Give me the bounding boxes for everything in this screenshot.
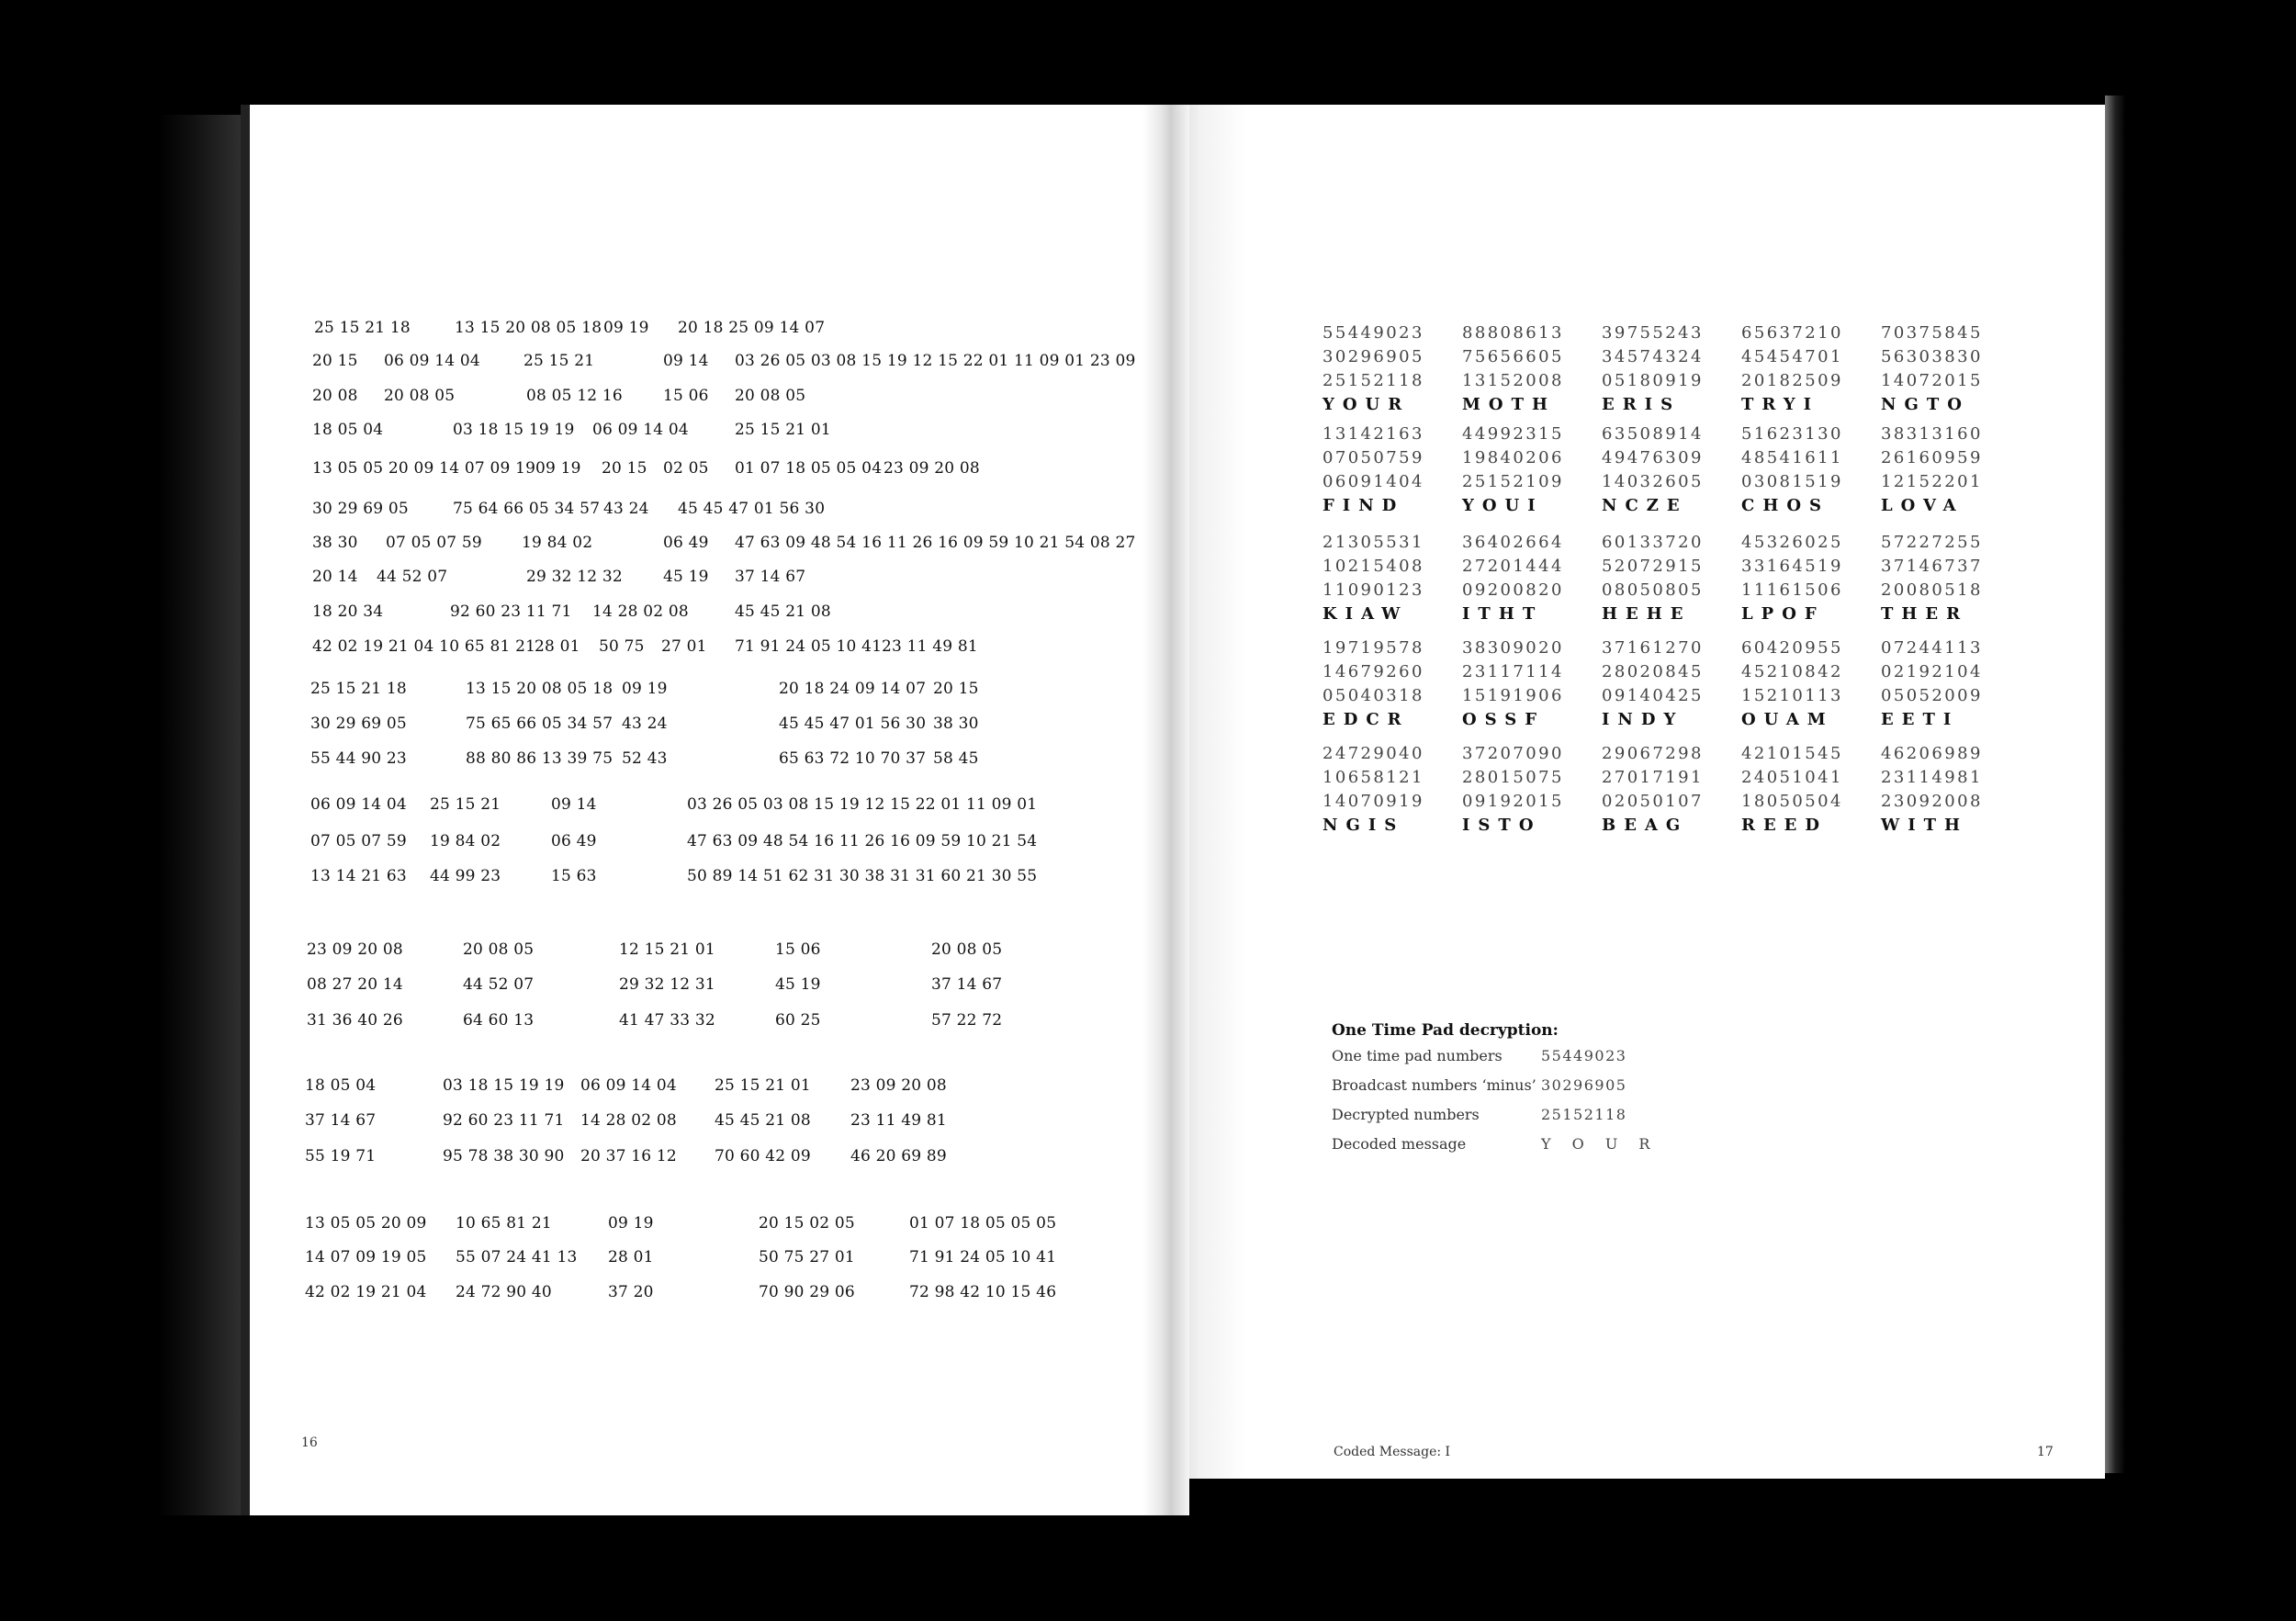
grid-cell — [1322, 531, 1424, 626]
code-group: 03 18 15 19 19 — [443, 1076, 565, 1095]
code-group: 71 91 24 05 10 41 — [735, 637, 883, 656]
decoded-letters: NGIS — [1322, 816, 1405, 835]
code-group: 24 72 90 40 — [456, 1283, 552, 1301]
grid-cell — [1322, 321, 1424, 417]
code-group: 38 30 — [312, 534, 358, 552]
pad-number: 19840206 — [1462, 448, 1564, 467]
pad-number: 38309020 — [1462, 638, 1564, 658]
grid-cell — [1462, 422, 1564, 518]
code-group: 06 09 14 04 — [384, 352, 480, 370]
pad-number: 10658121 — [1322, 768, 1424, 787]
code-group: 06 09 14 04 — [310, 795, 407, 814]
code-group: 20 15 02 05 — [759, 1214, 855, 1233]
decoded-letters: ERIS — [1602, 395, 1682, 414]
code-group: 23 09 20 08 — [850, 1076, 947, 1095]
code-group: 09 19 — [608, 1214, 654, 1233]
code-group: 20 15 — [602, 459, 647, 478]
code-group: 10 65 81 21 — [456, 1214, 552, 1233]
code-group: 55 19 71 — [305, 1147, 377, 1165]
code-group: 18 05 04 — [305, 1076, 377, 1095]
pad-number: 75656605 — [1462, 347, 1564, 366]
grid-cell — [1462, 531, 1564, 626]
code-group: 37 14 67 — [931, 975, 1003, 994]
code-group: 23 11 49 81 — [882, 637, 978, 656]
pad-number: 33164519 — [1741, 557, 1843, 576]
pad-number: 29067298 — [1602, 744, 1704, 763]
pad-number: 39755243 — [1602, 323, 1704, 343]
code-group: 44 52 07 — [377, 568, 448, 586]
pad-number: 05040318 — [1322, 686, 1424, 705]
pad-number: 10215408 — [1322, 557, 1424, 576]
decoded-letters: CHOS — [1741, 496, 1830, 515]
pad-number: 44992315 — [1462, 424, 1564, 444]
pad-number: 37207090 — [1462, 744, 1564, 763]
pad-number: 03081519 — [1741, 472, 1843, 491]
code-group: 44 99 23 — [430, 867, 501, 885]
code-group: 15 06 — [663, 387, 709, 405]
grid-cell — [1881, 531, 1983, 626]
right-page-edge — [2105, 96, 2125, 1473]
pad-number: 25152109 — [1462, 472, 1564, 491]
pad-number: 09200820 — [1462, 580, 1564, 600]
code-group: 45 45 47 01 56 30 — [678, 500, 826, 518]
code-group: 57 22 72 — [931, 1011, 1003, 1030]
code-group: 09 19 — [622, 680, 668, 698]
pad-number: 88808613 — [1462, 323, 1564, 343]
pad-number: 65637210 — [1741, 323, 1843, 343]
grid-cell — [1741, 531, 1843, 626]
left-page-edge — [158, 115, 246, 1515]
pad-number: 07244113 — [1881, 638, 1983, 658]
pad-number: 30296905 — [1322, 347, 1424, 366]
decoded-letters: LOVA — [1881, 496, 1964, 515]
pad-number: 45326025 — [1741, 533, 1843, 552]
otp-row — [1332, 1047, 1627, 1076]
code-group: 02 05 — [663, 459, 709, 478]
decoded-letters: OSSF — [1462, 710, 1546, 729]
pad-number: 56303830 — [1881, 347, 1983, 366]
otp-value: 55449023 — [1541, 1047, 1627, 1064]
code-group: 01 07 18 05 05 04 — [735, 459, 883, 478]
pad-number: 05180919 — [1602, 371, 1704, 390]
decoded-letters: HEHE — [1602, 604, 1692, 624]
code-group: 07 05 07 59 — [386, 534, 482, 552]
pad-number: 37161270 — [1602, 638, 1704, 658]
decoded-letters: NCZE — [1602, 496, 1688, 515]
code-group: 25 15 21 18 — [310, 680, 407, 698]
code-group: 44 52 07 — [463, 975, 535, 994]
grid-cell — [1881, 422, 1983, 518]
code-group: 30 29 69 05 — [310, 715, 407, 733]
code-group: 45 19 — [775, 975, 821, 994]
code-group: 29 32 12 31 — [619, 975, 715, 994]
pad-number: 07050759 — [1322, 448, 1424, 467]
grid-cell — [1602, 531, 1704, 626]
code-group: 13 05 05 20 09 14 07 09 19 — [312, 459, 536, 478]
pad-number: 60133720 — [1602, 533, 1704, 552]
code-group: 01 07 18 05 05 05 — [909, 1214, 1057, 1233]
otp-title: One Time Pad decryption: — [1332, 1021, 1559, 1040]
decoded-letters: ISTO — [1462, 816, 1542, 835]
code-group: 20 08 — [312, 387, 358, 405]
grid-cell — [1741, 636, 1843, 732]
otp-value: 25152118 — [1541, 1106, 1627, 1123]
grid-cell — [1322, 636, 1424, 732]
code-group: 47 63 09 48 54 16 11 26 16 09 59 10 21 54 08 27 — [735, 534, 1136, 552]
code-group: 71 91 24 05 10 41 — [909, 1248, 1057, 1266]
pad-number: 45454701 — [1741, 347, 1843, 366]
code-group: 64 60 13 — [463, 1011, 535, 1030]
pad-number: 24729040 — [1322, 744, 1424, 763]
code-group: 55 44 90 23 — [310, 749, 407, 768]
code-group: 41 47 33 32 — [619, 1011, 715, 1030]
pad-number: 13142163 — [1322, 424, 1424, 444]
decoded-letters: MOTH — [1462, 395, 1557, 414]
code-group: 42 02 19 21 04 10 65 81 21 — [312, 637, 536, 656]
decoded-letters: INDY — [1602, 710, 1684, 729]
pad-number: 14072015 — [1881, 371, 1983, 390]
grid-cell — [1881, 321, 1983, 417]
code-group: 14 07 09 19 05 — [305, 1248, 427, 1266]
code-group: 28 01 — [535, 637, 580, 656]
pad-number: 18050504 — [1741, 792, 1843, 811]
code-group: 37 20 — [608, 1283, 654, 1301]
decoded-letters: REED — [1741, 816, 1829, 835]
code-group: 25 15 21 01 — [715, 1076, 811, 1095]
code-group: 20 18 24 09 14 07 — [779, 680, 927, 698]
code-group: 06 09 14 04 — [592, 421, 689, 439]
grid-cell — [1602, 636, 1704, 732]
left-page-number: 16 — [301, 1435, 318, 1450]
code-group: 43 24 — [622, 715, 668, 733]
code-group: 75 64 66 05 34 57 — [453, 500, 601, 518]
code-group: 88 80 86 13 39 75 — [466, 749, 613, 768]
code-group: 08 05 12 16 — [526, 387, 623, 405]
code-group: 13 05 05 20 09 — [305, 1214, 427, 1233]
code-group: 50 75 27 01 — [759, 1248, 855, 1266]
grid-cell — [1741, 742, 1843, 838]
pad-number: 49476309 — [1602, 448, 1704, 467]
decoded-letters: BEAG — [1602, 816, 1689, 835]
code-group: 18 20 34 — [312, 602, 384, 621]
pad-number: 28015075 — [1462, 768, 1564, 787]
pad-number: 14679260 — [1322, 662, 1424, 681]
code-group: 20 08 05 — [463, 940, 535, 959]
code-group: 45 45 21 08 — [715, 1111, 811, 1130]
code-group: 07 05 07 59 — [310, 832, 407, 850]
code-group: 75 65 66 05 34 57 — [466, 715, 613, 733]
code-group: 55 07 24 41 13 — [456, 1248, 578, 1266]
decoded-letters: THER — [1881, 604, 1969, 624]
grid-cell — [1741, 422, 1843, 518]
code-group: 09 19 — [535, 459, 581, 478]
decoded-letters: LPOF — [1741, 604, 1825, 624]
grid-cell — [1322, 422, 1424, 518]
pad-number: 09140425 — [1602, 686, 1704, 705]
footer-title: Coded Message: I — [1334, 1445, 1451, 1459]
pad-number: 45210842 — [1741, 662, 1843, 681]
code-group: 20 14 — [312, 568, 358, 586]
code-group: 25 15 21 01 — [735, 421, 831, 439]
decoded-letters: ITHT — [1462, 604, 1544, 624]
pad-number: 24051041 — [1741, 768, 1843, 787]
pad-number: 12152201 — [1881, 472, 1983, 491]
pad-number: 20182509 — [1741, 371, 1843, 390]
pad-number: 11161506 — [1741, 580, 1843, 600]
pad-number: 23117114 — [1462, 662, 1564, 681]
grid-cell — [1322, 742, 1424, 838]
code-group: 23 09 20 08 — [307, 940, 403, 959]
code-group: 45 45 47 01 56 30 — [779, 715, 927, 733]
pad-number: 34574324 — [1602, 347, 1704, 366]
code-group: 95 78 38 30 90 — [443, 1147, 565, 1165]
grid-cell — [1602, 742, 1704, 838]
book-gutter — [1143, 105, 1189, 1515]
code-group: 08 27 20 14 — [307, 975, 403, 994]
code-group: 06 09 14 04 — [580, 1076, 677, 1095]
code-group: 25 15 21 — [430, 795, 501, 814]
code-group: 12 15 21 01 — [619, 940, 715, 959]
code-group: 03 26 05 03 08 15 19 12 15 22 01 11 09 01 23 09 — [735, 352, 1136, 370]
decoded-letters: EETI — [1881, 710, 1960, 729]
code-group: 31 36 40 26 — [307, 1011, 403, 1030]
code-group: 14 28 02 08 — [580, 1111, 677, 1130]
grid-cell — [1602, 422, 1704, 518]
code-group: 92 60 23 11 71 — [450, 602, 572, 621]
code-group: 29 32 12 32 — [526, 568, 623, 586]
code-group: 25 15 21 — [523, 352, 595, 370]
code-group: 09 19 — [603, 319, 649, 337]
code-group: 03 26 05 03 08 15 19 12 15 22 01 11 09 01 — [687, 795, 1038, 814]
pad-number: 14070919 — [1322, 792, 1424, 811]
code-group: 30 29 69 05 — [312, 500, 409, 518]
otp-label: Decrypted numbers — [1332, 1106, 1480, 1123]
code-group: 13 15 20 08 05 18 — [466, 680, 613, 698]
code-group: 45 45 21 08 — [735, 602, 831, 621]
code-group: 20 08 05 — [735, 387, 806, 405]
pad-number: 20080518 — [1881, 580, 1983, 600]
code-group: 18 05 04 — [312, 421, 384, 439]
pad-number: 02192104 — [1881, 662, 1983, 681]
code-group: 58 45 — [933, 749, 979, 768]
pad-number: 28020845 — [1602, 662, 1704, 681]
pad-number: 14032605 — [1602, 472, 1704, 491]
code-group: 42 02 19 21 04 — [305, 1283, 427, 1301]
pad-number: 63508914 — [1602, 424, 1704, 444]
code-group: 92 60 23 11 71 — [443, 1111, 565, 1130]
grid-cell — [1462, 321, 1564, 417]
code-group: 15 63 — [551, 867, 597, 885]
pad-number: 60420955 — [1741, 638, 1843, 658]
code-group: 20 15 — [933, 680, 979, 698]
code-group: 52 43 — [622, 749, 668, 768]
pad-number: 42101545 — [1741, 744, 1843, 763]
pad-number: 48541611 — [1741, 448, 1843, 467]
pad-number: 06091404 — [1322, 472, 1424, 491]
pad-number: 37146737 — [1881, 557, 1983, 576]
otp-row — [1332, 1076, 1627, 1106]
pad-number: 13152008 — [1462, 371, 1564, 390]
pad-number: 27017191 — [1602, 768, 1704, 787]
decoded-letters: FIND — [1322, 496, 1405, 515]
code-group: 43 24 — [603, 500, 649, 518]
code-group: 37 14 67 — [735, 568, 806, 586]
code-group: 09 14 — [663, 352, 709, 370]
code-group: 20 08 05 — [931, 940, 1003, 959]
pad-number: 25152118 — [1322, 371, 1424, 390]
pad-number: 21305531 — [1322, 533, 1424, 552]
code-group: 46 20 69 89 — [850, 1147, 947, 1165]
grid-cell — [1462, 636, 1564, 732]
decoded-letters: TRYI — [1741, 395, 1820, 414]
otp-explanation — [1332, 1021, 1659, 1165]
code-group: 28 01 — [608, 1248, 654, 1266]
code-group: 60 25 — [775, 1011, 821, 1030]
code-group: 15 06 — [775, 940, 821, 959]
pad-number: 55449023 — [1322, 323, 1424, 343]
code-group: 09 14 — [551, 795, 597, 814]
code-group: 65 63 72 10 70 37 — [779, 749, 927, 768]
code-group: 03 18 15 19 19 — [453, 421, 575, 439]
code-group: 06 49 — [551, 832, 597, 850]
grid-cell — [1881, 742, 1983, 838]
code-group: 20 18 25 09 14 07 — [678, 319, 826, 337]
otp-label: Decoded message — [1332, 1135, 1467, 1153]
pad-number: 70375845 — [1881, 323, 1983, 343]
code-group: 50 89 14 51 62 31 30 38 31 31 60 21 30 55 — [687, 867, 1038, 885]
code-group: 45 19 — [663, 568, 709, 586]
code-group: 20 15 — [312, 352, 358, 370]
otp-row — [1332, 1106, 1627, 1135]
otp-value: Y O U R — [1541, 1135, 1659, 1153]
pad-number: 57227255 — [1881, 533, 1983, 552]
grid-cell — [1602, 321, 1704, 417]
pad-number: 08050805 — [1602, 580, 1704, 600]
code-group: 19 84 02 — [522, 534, 593, 552]
code-group: 70 90 29 06 — [759, 1283, 855, 1301]
pad-number: 09192015 — [1462, 792, 1564, 811]
pad-number: 38313160 — [1881, 424, 1983, 444]
grid-cell — [1741, 321, 1843, 417]
code-group: 13 14 21 63 — [310, 867, 407, 885]
code-group: 47 63 09 48 54 16 11 26 16 09 59 10 21 54 — [687, 832, 1038, 850]
decoded-letters: YOUI — [1462, 496, 1544, 515]
pad-number: 51623130 — [1741, 424, 1843, 444]
otp-value: 30296905 — [1541, 1076, 1627, 1094]
code-group: 13 15 20 08 05 18 — [455, 319, 602, 337]
pad-number: 27201444 — [1462, 557, 1564, 576]
grid-cell — [1462, 742, 1564, 838]
pad-number: 23092008 — [1881, 792, 1983, 811]
code-group: 27 01 — [661, 637, 707, 656]
pad-number: 52072915 — [1602, 557, 1704, 576]
code-group: 50 75 — [599, 637, 645, 656]
pad-number: 46206989 — [1881, 744, 1983, 763]
pad-number: 19719578 — [1322, 638, 1424, 658]
code-group: 19 84 02 — [430, 832, 501, 850]
code-group: 72 98 42 10 15 46 — [909, 1283, 1057, 1301]
grid-cell — [1881, 636, 1983, 732]
code-group: 25 15 21 18 — [314, 319, 411, 337]
pad-number: 36402664 — [1462, 533, 1564, 552]
decoded-letters: NGTO — [1881, 395, 1970, 414]
code-group: 23 09 20 08 — [884, 459, 980, 478]
pad-number: 15191906 — [1462, 686, 1564, 705]
code-group: 20 37 16 12 — [580, 1147, 677, 1165]
right-page-number: 17 — [2037, 1445, 2054, 1459]
decoded-letters: OUAM — [1741, 710, 1834, 729]
otp-label: Broadcast numbers ‘minus’ — [1332, 1076, 1536, 1094]
decoded-letters: EDCR — [1322, 710, 1410, 729]
code-group: 37 14 67 — [305, 1111, 377, 1130]
pad-number: 15210113 — [1741, 686, 1843, 705]
code-group: 23 11 49 81 — [850, 1111, 947, 1130]
otp-row — [1332, 1135, 1659, 1165]
code-group: 14 28 02 08 — [592, 602, 689, 621]
pad-number: 26160959 — [1881, 448, 1983, 467]
decoded-letters: YOUR — [1322, 395, 1411, 414]
code-group: 06 49 — [663, 534, 709, 552]
decoded-letters: KIAW — [1322, 604, 1409, 624]
otp-label: One time pad numbers — [1332, 1047, 1503, 1064]
code-group: 38 30 — [933, 715, 979, 733]
code-group: 70 60 42 09 — [715, 1147, 811, 1165]
pad-number: 02050107 — [1602, 792, 1704, 811]
pad-number: 05052009 — [1881, 686, 1983, 705]
code-group: 20 08 05 — [384, 387, 456, 405]
pad-number: 11090123 — [1322, 580, 1424, 600]
pad-number: 23114981 — [1881, 768, 1983, 787]
decoded-letters: WITH — [1881, 816, 1969, 835]
